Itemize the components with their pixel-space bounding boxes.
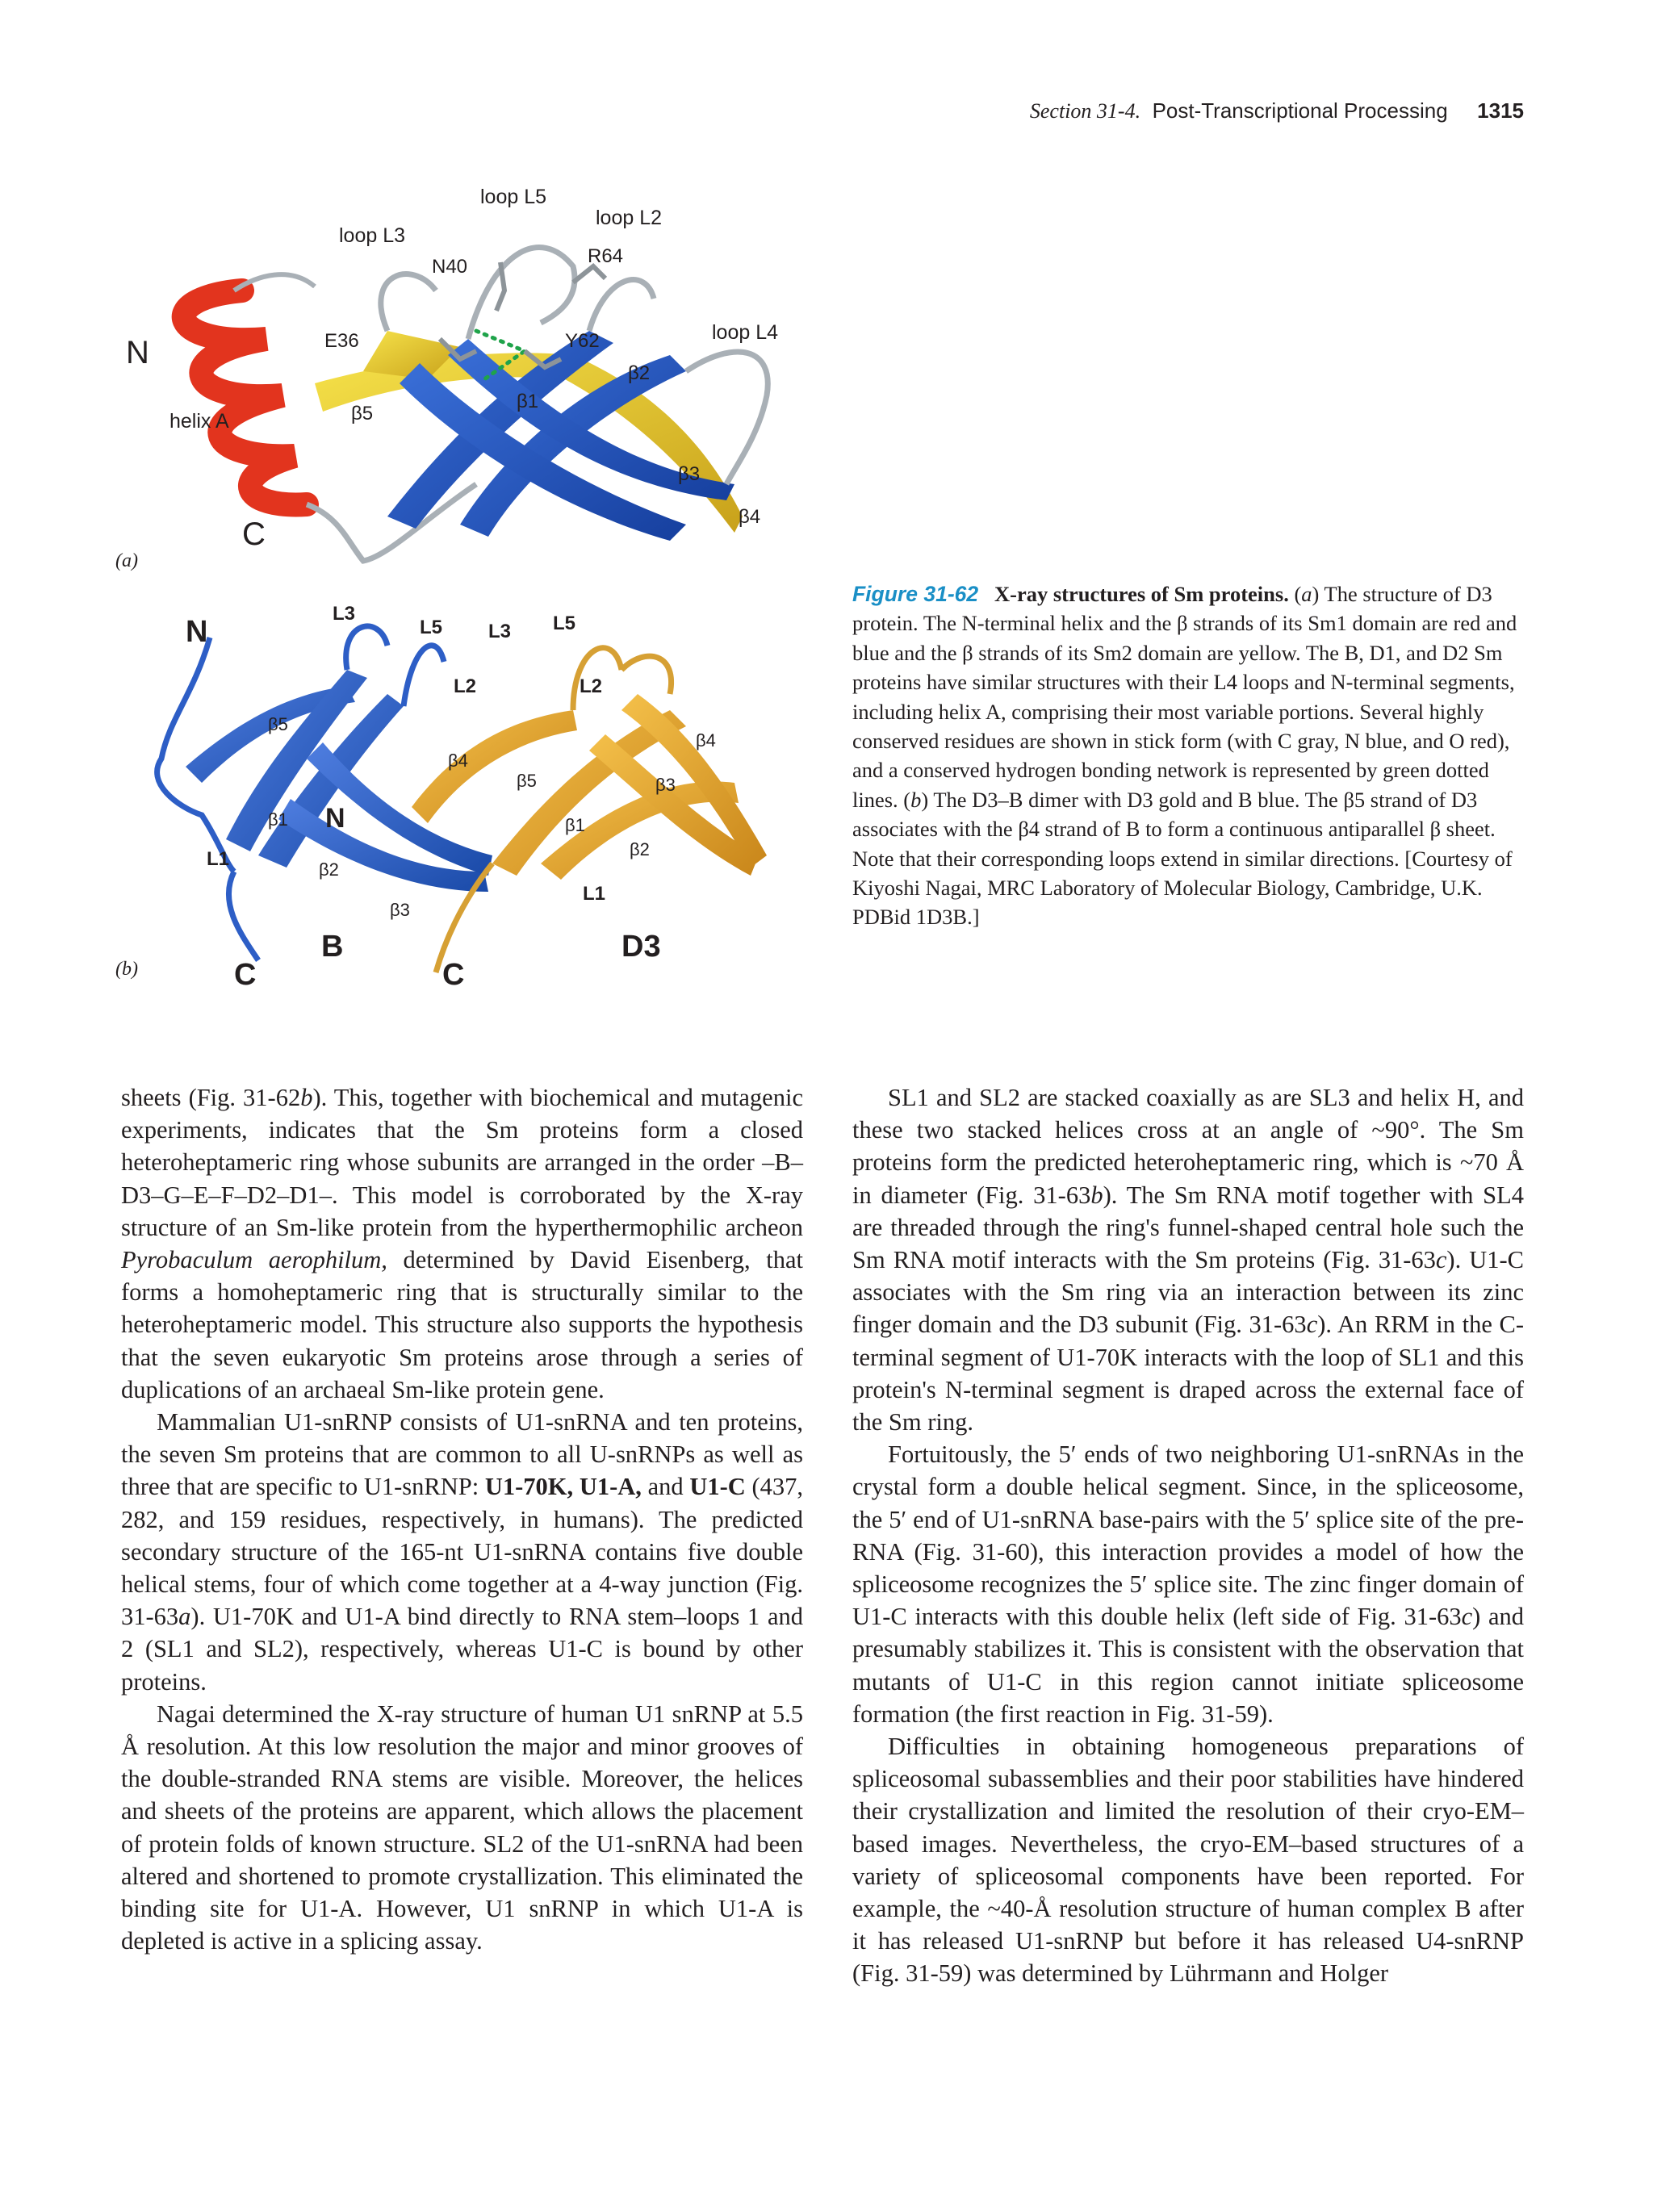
panel-letter-b: (b) <box>115 959 138 980</box>
label-chain-d3: D3 <box>621 930 661 964</box>
label-loop-l4: loop L4 <box>712 321 779 344</box>
label-d3-loop-l5: L5 <box>553 613 576 634</box>
section-topic: Post-Transcriptional Processing <box>1152 98 1448 123</box>
label-d3-beta3: β3 <box>655 775 676 795</box>
label-b-beta2: β2 <box>319 859 339 880</box>
body-column-left <box>121 1081 803 1957</box>
c-terminal-coil <box>307 484 476 561</box>
figure-number: Figure 31-62 <box>852 582 979 606</box>
running-head <box>1030 98 1524 123</box>
loop-l5-coil <box>468 248 575 339</box>
loop-l2-coil <box>589 280 654 331</box>
paragraph: Fortuitously, the 5′ ends of two neighboring U1-snRNAs in the crystal form a double helical segment. Since, in the spliceosome, the 5′ end of U1-snRNA base-pairs with the 5′ splice site of the pre-RNA (Fig. 31-60), this interaction provides a model of how the spliceosome recognizes the 5′ splice site. The zinc finger domain of U1-C interacts with this double helix (left side of Fig. 31-63c) and presumably stabilizes it. This is consistent with the observation that mutants of U1-C in this region cannot initiate spliceosome formation (the first reaction in Fig. 31-59). <box>852 1441 1524 1728</box>
label-b-loop-l1: L1 <box>207 848 230 870</box>
residue-r64-stick <box>573 266 605 282</box>
b-loop-l3-coil <box>346 626 387 670</box>
label-loop-l5: loop L5 <box>480 186 547 208</box>
label-beta5: β5 <box>351 403 374 424</box>
label-b-beta1: β1 <box>268 809 288 830</box>
label-d3-beta4: β4 <box>696 730 716 751</box>
label-beta1: β1 <box>517 391 539 412</box>
paragraph: Mammalian U1-snRNP consists of U1-snRNA and ten proteins, the seven Sm proteins that are common to all U-snRNPs as well as three that are specific to U1-snRNP: U1-70K, U1-A, and U1-C (437, 282, and 159 residues, respectively, in humans). The predicted secondary structure of the 165-nt U1-snRNA contains five double helical stems, four of which come together at a 4-way junction (Fig. 31-63a). U1-70K and U1-A bind directly to RNA stem–loops 1 and 2 (SL1 and SL2), respectively, whereas U1-C is bound by other proteins. <box>121 1408 803 1696</box>
section-label: Section 31-4. <box>1029 99 1141 123</box>
label-n-terminus: N <box>126 335 149 370</box>
label-d3-c-terminus: C <box>442 958 465 992</box>
protein-structure-d3-b-dimer <box>121 597 807 993</box>
loop-l3-coil <box>381 274 436 331</box>
label-b-n-terminus: N <box>186 615 208 649</box>
label-b-loop-l3: L3 <box>333 603 356 625</box>
label-loop-l3: loop L3 <box>339 224 406 247</box>
label-d3-loop-l3: L3 <box>488 621 512 642</box>
label-b-loop-l2: L2 <box>454 675 477 697</box>
helix-a-ribbon <box>184 291 307 504</box>
paragraph: Difficulties in obtaining homogeneous preparations of spliceosomal subassemblies and their poor stabilities have hindered their crystallization and limited the resolution of their cryo-EM–based images. Nevertheless, the cryo-EM–based structures of a variety of spliceosomal components have been reported. For example, the ~40-Å resolution structure of human complex B after it has released U1-snRNP but before it has released U4-snRNP (Fig. 31-59) was determined by Lührmann and Holger <box>852 1733 1524 1988</box>
body-column-right <box>852 1081 1524 1990</box>
label-d3-beta2: β2 <box>630 839 650 859</box>
label-b-loop-l5: L5 <box>420 617 443 638</box>
figure-caption: Figure 31-62 X-ray structures of Sm proteins. (a) The structure of D3 protein. The N-terminal helix and the β strands of its Sm1 domain are red and blue and the β strands of its Sm2 domain are yellow. The B, D1, and D2 Sm proteins have similar structures with their L4 loops and N-terminal segments, including helix A, comprising their most variable portions. Several highly conserved residues are shown in stick form (with C gray, N blue, and O red), and a conserved hydrogen bonding network is represented by green dotted lines. (b) The D3–B dimer with D3 gold and B blue. The β5 strand of D3 associates with the β4 strand of B to form a continuous antiparallel β sheet. Note that their corresponding loops extend in similar directions. [Courtesy of Kiyoshi Nagai, MRC Laboratory of Molecular Biology, Cambridge, U.K. PDBid 1D3B.] <box>852 582 1517 930</box>
label-b-beta3: β3 <box>390 900 410 920</box>
paragraph: SL1 and SL2 are stacked coaxially as are SL3 and helix H, and these two stacked helices cross at an angle of ~90°. The Sm proteins form the predicted heteroheptameric ring, which is ~70 Å in diameter (Fig. 31-63b). The Sm RNA motif together with SL4 are threaded through the ring's funnel-shaped central hole such the Sm RNA motif interacts with the Sm proteins (Fig. 31-63c). U1-C associates with the Sm ring via an interaction between its zinc finger domain and the D3 subunit (Fig. 31-63c). An RRM in the C-terminal segment of U1-70K interacts with the loop of SL1 and this protein's N-terminal segment is draped across the external face of the Sm ring. <box>852 1084 1525 1436</box>
label-b-beta5: β5 <box>268 714 288 734</box>
label-beta4: β4 <box>739 506 761 528</box>
label-chain-b: B <box>321 930 344 964</box>
label-beta3: β3 <box>678 463 701 485</box>
label-helix-a: helix A <box>169 410 229 433</box>
label-beta2: β2 <box>628 362 651 384</box>
label-loop-l2: loop L2 <box>596 207 663 229</box>
label-n40: N40 <box>432 256 468 278</box>
label-y62: Y62 <box>565 330 600 352</box>
label-e36: E36 <box>324 330 359 352</box>
figure-panel-a <box>121 178 807 565</box>
panel-letter-a: (a) <box>115 550 138 571</box>
figure-panel-b <box>121 597 807 993</box>
label-d3-beta5: β5 <box>517 771 537 791</box>
label-b-c-terminus: C <box>234 958 257 992</box>
label-c-terminus: C <box>242 516 266 552</box>
b-c-terminal-coil <box>228 872 258 960</box>
label-d3-loop-l1: L1 <box>583 883 606 905</box>
label-d3-n-terminus: N <box>325 803 345 834</box>
label-d3-beta1: β1 <box>565 815 585 835</box>
page-number: 1315 <box>1477 98 1524 123</box>
label-d3-loop-l2: L2 <box>580 675 603 697</box>
d3-loop-l5-coil <box>621 656 672 694</box>
b-loop-l5-coil <box>404 646 444 706</box>
paragraph: Nagai determined the X-ray structure of human U1 snRNP at 5.5 Å resolution. At this low resolution the major and minor grooves of the double-stranded RNA stems are visible. Moreover, the helices and sheets of the proteins are apparent, which allows the placement of protein folds of known structure. SL2 of the U1-snRNA had been altered and shortened to promote crystallization. This eliminated the binding site for U1-A. However, U1 snRNP in which U1-A is depleted is active in a splicing assay. <box>121 1700 803 1955</box>
figure-title: X-ray structures of Sm proteins. <box>994 582 1289 606</box>
protein-structure-d3 <box>121 178 807 565</box>
label-b-beta4: β4 <box>448 751 468 771</box>
label-r64: R64 <box>588 245 624 267</box>
paragraph: sheets (Fig. 31-62b). This, together with biochemical and mutagenic experiments, indicates that the Sm proteins form a closed heteroheptameric ring whose subunits are arranged in the order –B–D3–G–E–F–D2–D1–. This model is corroborated by the X-ray structure of an Sm-like protein from the hyperthermophilic archeon Pyrobaculum aerophilum, determined by David Eisenberg, that forms a homoheptameric ring that is structurally similar to the heteroheptameric model. This structure also supports the hypothesis that the seven eukaryotic Sm proteins arose through a series of duplications of an archaeal Sm-like protein gene. <box>121 1084 803 1403</box>
